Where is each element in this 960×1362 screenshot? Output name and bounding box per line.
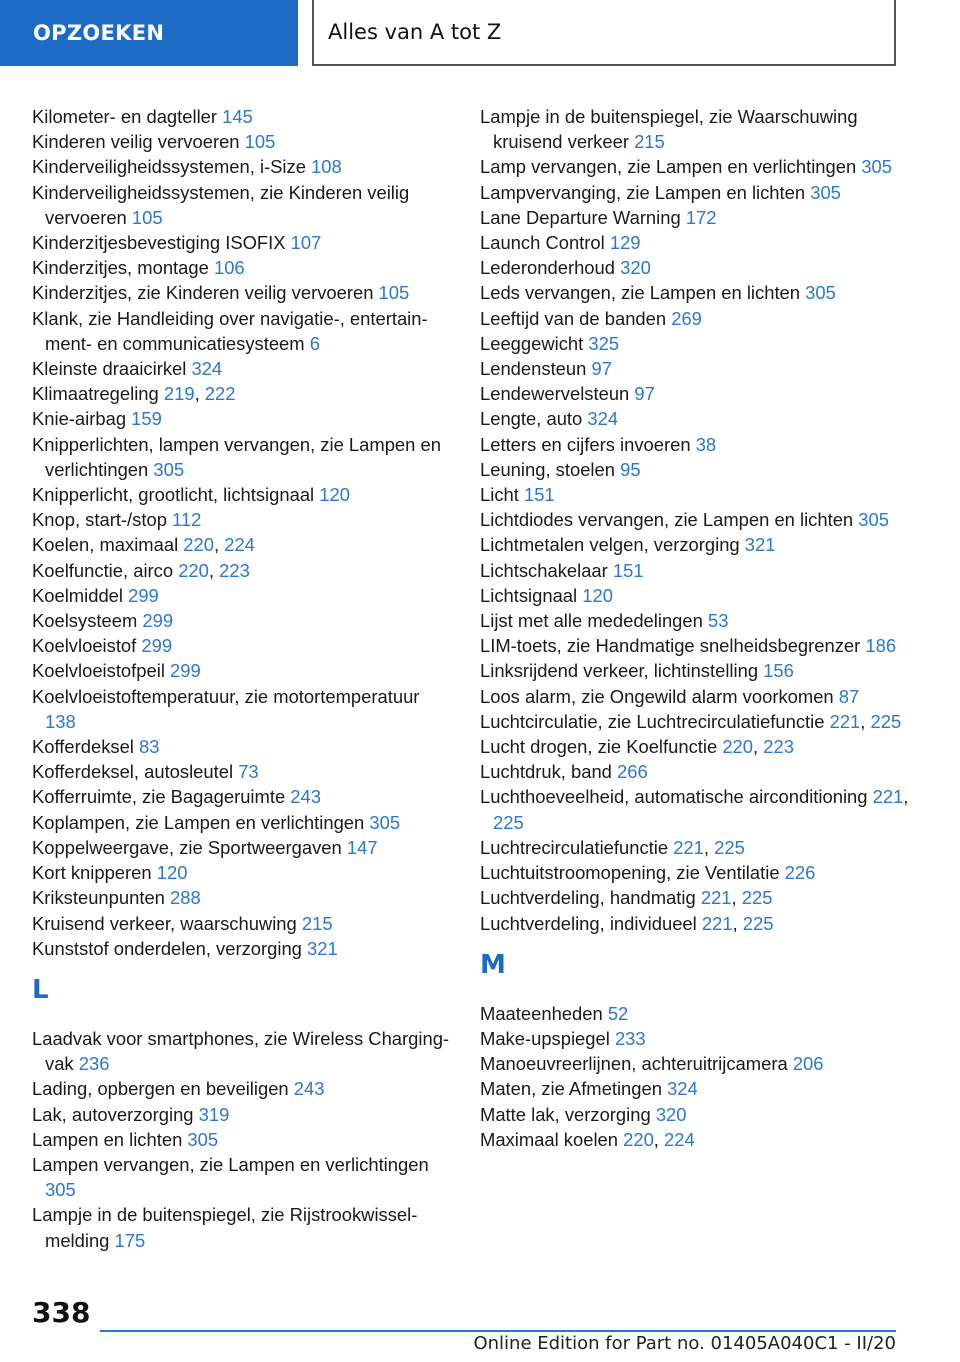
index-entry-term: Luchtrecirculatiefunctie bbox=[480, 836, 674, 858]
index-entry bbox=[32, 558, 452, 583]
page-link[interactable]: 215 bbox=[634, 131, 665, 153]
index-entry bbox=[480, 1001, 920, 1026]
index-entry-term: Lamp vervangen, zie Lampen en verlichtingen bbox=[480, 156, 862, 178]
index-entry bbox=[32, 381, 452, 406]
page-link[interactable]: 224 bbox=[224, 534, 255, 556]
index-entry bbox=[480, 381, 920, 406]
index-entry bbox=[480, 205, 920, 230]
index-entry-term: Klimaatregeling bbox=[32, 383, 164, 405]
page-link[interactable]: 159 bbox=[131, 408, 162, 430]
index-entry bbox=[32, 180, 452, 230]
index-entry bbox=[32, 482, 452, 507]
index-entry-term: Lichtmetalen velgen, verzorging bbox=[480, 534, 745, 556]
index-entry-term: Luchtverdeling, individueel bbox=[480, 912, 702, 934]
index-entry bbox=[480, 709, 920, 734]
index-entry-term: Launch Control bbox=[480, 232, 610, 254]
page-link[interactable]: 321 bbox=[307, 937, 338, 959]
index-entry-term: Leds vervangen, zie Lampen en lichten bbox=[480, 282, 806, 304]
page-link[interactable]: 224 bbox=[664, 1128, 695, 1150]
page-header bbox=[0, 0, 960, 68]
page-link[interactable]: 225 bbox=[870, 710, 902, 732]
page-ref-separator: , bbox=[213, 534, 225, 556]
page-ref-separator: , bbox=[860, 710, 871, 732]
page-link[interactable]: 52 bbox=[607, 1002, 629, 1024]
index-entry bbox=[32, 1026, 452, 1076]
index-entry bbox=[32, 104, 452, 129]
page-link[interactable]: 106 bbox=[213, 257, 245, 279]
index-entry bbox=[480, 507, 920, 532]
page-link[interactable]: 112 bbox=[172, 509, 202, 531]
index-entry-term: Matte lak, verzorging bbox=[480, 1103, 656, 1125]
index-entry bbox=[480, 860, 920, 885]
index-entry-term: Lijst met alle mededelingen bbox=[480, 610, 708, 632]
index-entry bbox=[32, 1202, 452, 1252]
index-entry-term: Kunststof onderdelen, verzorging bbox=[32, 937, 308, 959]
index-entry-term: Koppelweergave, zie Sportweergaven bbox=[32, 836, 347, 858]
page-ref-separator: , bbox=[208, 559, 220, 581]
index-entry-term: Koelfunctie, airco bbox=[32, 559, 179, 581]
section-tab[interactable]: OPZOEKEN bbox=[0, 0, 298, 66]
index-entry-term: Kofferruimte, zie Bagageruimte bbox=[32, 786, 291, 808]
page-link[interactable]: 175 bbox=[114, 1229, 146, 1251]
page-ref-separator: , bbox=[731, 887, 742, 909]
page-link[interactable]: 220 bbox=[183, 534, 214, 556]
index-entry bbox=[32, 658, 452, 683]
index-entry bbox=[32, 583, 452, 608]
index-entry-term: Lendensteun bbox=[480, 358, 592, 380]
index-entry bbox=[32, 784, 452, 809]
index-entry-term: Koelvloeistofpeil bbox=[32, 660, 171, 682]
page-link[interactable]: 320 bbox=[620, 257, 651, 279]
index-entry bbox=[480, 482, 920, 507]
index-entry-term: Kofferdeksel, autosleutel bbox=[32, 761, 239, 783]
page-link[interactable]: 320 bbox=[655, 1103, 687, 1125]
page-link[interactable]: 269 bbox=[671, 307, 702, 329]
page-link[interactable]: 220 bbox=[722, 736, 753, 758]
page-link[interactable]: 299 bbox=[128, 584, 159, 606]
page-link[interactable]: 206 bbox=[792, 1053, 824, 1075]
index-entry bbox=[32, 810, 452, 835]
page-ref-separator: , bbox=[753, 736, 764, 758]
page-link[interactable]: 222 bbox=[204, 383, 236, 405]
page-link[interactable]: 221 bbox=[673, 836, 704, 858]
index-entry-term: Lichtschakelaar bbox=[480, 559, 613, 581]
page-link[interactable]: 233 bbox=[614, 1027, 646, 1049]
index-entry bbox=[480, 658, 920, 683]
index-entry bbox=[480, 532, 920, 557]
page-link[interactable]: 305 bbox=[187, 1128, 219, 1150]
index-letter-heading: L bbox=[32, 974, 49, 1005]
index-entry-term: Letters en cijfers invoeren bbox=[480, 433, 696, 455]
page-link[interactable]: 305 bbox=[369, 811, 401, 833]
index-entry bbox=[32, 684, 452, 734]
page-link[interactable]: 324 bbox=[667, 1078, 698, 1100]
index-entry-term: Kruisend verkeer, waarschuwing bbox=[32, 912, 302, 934]
page-link[interactable]: 97 bbox=[634, 383, 655, 405]
index-entry bbox=[32, 633, 452, 658]
index-entry-term: Lampje in de buitenspiegel, zie Waarschuwing kruisend verkeer bbox=[480, 106, 858, 153]
page-link[interactable]: 120 bbox=[156, 862, 188, 884]
index-entry-term: Klank, zie Handleiding over navigatie-, entertainment- en communicatiesysteem bbox=[32, 307, 428, 354]
page-link[interactable]: 38 bbox=[695, 433, 717, 455]
index-entry bbox=[480, 457, 920, 482]
page-link[interactable]: 129 bbox=[609, 232, 641, 254]
page-link[interactable]: 105 bbox=[378, 282, 410, 304]
page-link[interactable]: 97 bbox=[591, 358, 612, 380]
page-link[interactable]: 219 bbox=[163, 383, 195, 405]
index-entry bbox=[480, 784, 920, 834]
index-entry-term: Kofferdeksel bbox=[32, 736, 140, 758]
index-entry bbox=[32, 230, 452, 255]
page-link[interactable]: 223 bbox=[219, 559, 250, 581]
index-entry bbox=[32, 734, 452, 759]
page-link[interactable]: 145 bbox=[222, 106, 253, 127]
page-link[interactable]: 305 bbox=[810, 181, 841, 203]
index-entry-term: Luchtuitstroomopening, zie Ventilatie bbox=[480, 862, 785, 884]
index-entry bbox=[480, 558, 920, 583]
index-entry-term: Kinderzitjesbevestiging ISOFIX bbox=[32, 232, 291, 254]
index-entry-term: Lampen vervangen, zie Lampen en verlichtingen bbox=[32, 1153, 429, 1175]
index-entry-term: Lane Departure Warning bbox=[480, 206, 686, 228]
page-link[interactable]: 105 bbox=[244, 131, 276, 153]
index-entry-term: Koplampen, zie Lampen en verlichtingen bbox=[32, 811, 370, 833]
index-column-right bbox=[480, 104, 920, 1152]
page-link[interactable]: 236 bbox=[78, 1053, 110, 1075]
index-entry bbox=[480, 583, 920, 608]
index-entry bbox=[480, 684, 920, 709]
page-link[interactable]: 299 bbox=[142, 610, 174, 632]
page-link[interactable]: 225 bbox=[742, 912, 774, 934]
index-entry-term: Knop, start-/stop bbox=[32, 509, 173, 531]
index-entry bbox=[480, 356, 920, 381]
footer-edition: Online Edition for Part no. 01405A040C1 - II/20 bbox=[473, 1333, 896, 1354]
page-link[interactable]: 220 bbox=[178, 559, 209, 581]
index-entry bbox=[480, 608, 920, 633]
index-entry-term: Leuning, stoelen bbox=[480, 458, 621, 480]
page-link[interactable]: 324 bbox=[191, 358, 223, 380]
index-entry bbox=[32, 1102, 452, 1127]
index-entry bbox=[32, 835, 452, 860]
page-link[interactable]: 221 bbox=[829, 710, 861, 732]
page-link[interactable]: 87 bbox=[838, 685, 860, 707]
index-entry-term: Lading, opbergen en beveiligen bbox=[32, 1078, 294, 1100]
page-link[interactable]: 226 bbox=[784, 862, 816, 884]
index-entry-term: Maximaal koelen bbox=[480, 1128, 624, 1150]
index-entry-term: Kinderen veilig vervoeren bbox=[32, 131, 245, 153]
index-entry bbox=[480, 1026, 920, 1051]
index-entry-term: Maateenheden bbox=[480, 1002, 608, 1024]
page-link[interactable]: 138 bbox=[45, 710, 76, 732]
page-link[interactable]: 305 bbox=[858, 509, 889, 531]
index-entry-term: Luchtcirculatie, zie Luchtrecirculatiefunctie bbox=[480, 710, 830, 732]
index-entry bbox=[480, 1127, 920, 1152]
index-entry bbox=[32, 759, 452, 784]
index-entry bbox=[480, 1051, 920, 1076]
index-entry-term: Lampvervanging, zie Lampen en lichten bbox=[480, 181, 811, 203]
index-entry bbox=[32, 608, 452, 633]
index-entry bbox=[32, 280, 452, 305]
index-entry-term: Leeftijd van de banden bbox=[480, 307, 672, 329]
page-link[interactable]: 319 bbox=[198, 1103, 230, 1125]
index-entry-term: Manoeuvreerlijnen, achteruitrijcamera bbox=[480, 1053, 793, 1075]
page-link[interactable]: 299 bbox=[141, 635, 173, 657]
index-entry bbox=[32, 154, 452, 179]
index-entry bbox=[32, 1152, 452, 1202]
index-entry bbox=[480, 255, 920, 280]
page-link[interactable]: 221 bbox=[872, 786, 904, 808]
page-link[interactable]: 321 bbox=[744, 534, 776, 556]
index-entry bbox=[32, 936, 452, 961]
index-entry bbox=[480, 885, 920, 910]
index-entry bbox=[480, 633, 920, 658]
index-entry bbox=[480, 835, 920, 860]
index-entry-term: Kilometer- en dagteller bbox=[32, 106, 223, 127]
page-link[interactable]: 225 bbox=[714, 836, 745, 858]
index-entry bbox=[480, 230, 920, 255]
page-link[interactable]: 305 bbox=[805, 282, 836, 304]
index-entry-term: Kort knipperen bbox=[32, 862, 157, 884]
index-entry-term: Maten, zie Afmetingen bbox=[480, 1078, 668, 1100]
page-link[interactable]: 6 bbox=[309, 332, 320, 354]
page-link[interactable]: 220 bbox=[623, 1128, 654, 1150]
page-link[interactable]: 53 bbox=[707, 610, 729, 632]
index-entry-term: Kinderzitjes, zie Kinderen veilig vervoeren bbox=[32, 282, 379, 304]
section-title: Alles van A tot Z bbox=[312, 0, 896, 66]
index-entry-term: Laadvak voor smartphones, zie Wireless Charging-vak bbox=[32, 1027, 450, 1075]
page-link[interactable]: 107 bbox=[290, 232, 322, 254]
index-entry bbox=[32, 1127, 452, 1152]
index-entry bbox=[32, 306, 452, 356]
index-entry bbox=[32, 406, 452, 431]
index-entry-term: Lak, autoverzorging bbox=[32, 1103, 199, 1125]
page-link[interactable]: 221 bbox=[700, 887, 732, 909]
index-entry bbox=[480, 1076, 920, 1101]
index-entry-term: Lengte, auto bbox=[480, 408, 588, 430]
index-entry-term: Linksrijdend verkeer, lichtinstelling bbox=[480, 660, 764, 682]
page-link[interactable]: 299 bbox=[170, 660, 201, 682]
index-entry-term: Knipperlichten, lampen vervangen, zie Lampen en verlichtingen bbox=[32, 433, 441, 480]
index-entry bbox=[32, 432, 452, 482]
page-link[interactable]: 186 bbox=[865, 635, 897, 657]
index-entry-term: Kinderveiligheidssystemen, zie Kinderen veilig vervoeren bbox=[32, 181, 410, 228]
page-link[interactable]: 305 bbox=[153, 458, 185, 480]
page-link[interactable]: 225 bbox=[741, 887, 773, 909]
index-entry bbox=[480, 104, 920, 154]
page-link[interactable]: 151 bbox=[523, 484, 555, 506]
index-entry-term: Lampje in de buitenspiegel, zie Rijstrookwisselmelding bbox=[32, 1204, 418, 1251]
index-entry-term: Lederonderhoud bbox=[480, 257, 621, 279]
page-ref-separator: , bbox=[194, 383, 205, 405]
index-entry bbox=[32, 356, 452, 381]
page-link[interactable]: 215 bbox=[301, 912, 333, 934]
page-link[interactable]: 305 bbox=[861, 156, 893, 178]
page-link[interactable]: 225 bbox=[493, 811, 524, 833]
footer-divider bbox=[100, 1330, 896, 1332]
page-link[interactable]: 324 bbox=[587, 408, 619, 430]
index-entry bbox=[480, 280, 920, 305]
index-column-left bbox=[32, 104, 452, 1253]
index-entry-term: Kinderzitjes, montage bbox=[32, 257, 214, 279]
index-entry-term: Lendewervelsteun bbox=[480, 383, 635, 405]
index-entry-term: Knie-airbag bbox=[32, 408, 132, 430]
page-link[interactable]: 172 bbox=[685, 206, 717, 228]
index-entry-term: Licht bbox=[480, 484, 524, 506]
index-entry-term: Koelsysteem bbox=[32, 610, 143, 632]
index-entry-term: Lichtsignaal bbox=[480, 584, 583, 606]
index-entry-term: Make-upspiegel bbox=[480, 1027, 615, 1049]
index-letter-heading: M bbox=[480, 949, 506, 980]
index-entry bbox=[480, 759, 920, 784]
index-entry-term: Koelmiddel bbox=[32, 584, 129, 606]
page-ref-separator: , bbox=[703, 836, 715, 858]
index-entry bbox=[32, 885, 452, 910]
page-link[interactable]: 243 bbox=[290, 786, 321, 808]
index-entry bbox=[480, 406, 920, 431]
index-entry-term: Knipperlicht, grootlicht, lichtsignaal bbox=[32, 484, 320, 506]
index-entry-term: LIM-toets, zie Handmatige snelheidsbegrenzer bbox=[480, 635, 866, 657]
index-entry bbox=[480, 911, 920, 936]
index-entry bbox=[480, 1102, 920, 1127]
index-entry-term: Lampen en lichten bbox=[32, 1128, 188, 1150]
page-link[interactable]: 305 bbox=[45, 1179, 76, 1201]
page-link[interactable]: 221 bbox=[701, 912, 733, 934]
page-link[interactable]: 151 bbox=[612, 559, 644, 581]
page-ref-separator: , bbox=[653, 1128, 665, 1150]
index-entry bbox=[480, 154, 920, 179]
page-link[interactable]: 243 bbox=[293, 1078, 325, 1100]
page-number: 338 bbox=[32, 1296, 91, 1329]
index-entry bbox=[32, 532, 452, 557]
page-ref-separator: , bbox=[732, 912, 743, 934]
index-entry-term: Kleinste draaicirkel bbox=[32, 358, 192, 380]
index-entry-term: Lichtdiodes vervangen, zie Lampen en lichten bbox=[480, 509, 859, 531]
index-entry bbox=[32, 860, 452, 885]
page-link[interactable]: 288 bbox=[170, 887, 201, 909]
page-link[interactable]: 147 bbox=[346, 836, 378, 858]
page-link[interactable]: 120 bbox=[582, 584, 613, 606]
page-link[interactable]: 73 bbox=[238, 761, 259, 783]
index-entry bbox=[480, 432, 920, 457]
index-entry-term: Koelen, maximaal bbox=[32, 534, 184, 556]
index-entry bbox=[32, 129, 452, 154]
page-link[interactable]: 120 bbox=[319, 484, 350, 506]
page-link[interactable]: 108 bbox=[311, 156, 342, 178]
index-entry-term: Lucht drogen, zie Koelfunctie bbox=[480, 736, 723, 758]
page-link[interactable]: 325 bbox=[588, 332, 620, 354]
index-entry-term: Leeggewicht bbox=[480, 332, 589, 354]
page-link[interactable]: 83 bbox=[139, 736, 160, 758]
index-entry-term: Loos alarm, zie Ongewild alarm voorkomen bbox=[480, 685, 839, 707]
index-entry bbox=[480, 734, 920, 759]
index-entry-term: Luchtdruk, band bbox=[480, 761, 618, 783]
index-entry bbox=[480, 180, 920, 205]
index-entry-term: Kriksteunpunten bbox=[32, 887, 171, 909]
page-link[interactable]: 266 bbox=[617, 761, 648, 783]
index-entry-term: Luchthoeveelheid, automatische airconditioning bbox=[480, 786, 873, 808]
index-entry-term: Luchtverdeling, handmatig bbox=[480, 887, 701, 909]
index-entry bbox=[32, 507, 452, 532]
index-entry bbox=[32, 1076, 452, 1101]
index-entry bbox=[480, 331, 920, 356]
index-entry-term: Koelvloeistoftemperatuur, zie motortemperatuur bbox=[32, 685, 420, 707]
index-entry-term: Koelvloeistof bbox=[32, 635, 142, 657]
index-entry-term: Kinderveiligheidssystemen, i-Size bbox=[32, 156, 312, 178]
page-ref-separator: , bbox=[903, 786, 909, 808]
page-link[interactable]: 156 bbox=[763, 660, 794, 682]
index-entry bbox=[32, 911, 452, 936]
index-entry bbox=[32, 255, 452, 280]
page-link[interactable]: 105 bbox=[131, 206, 163, 228]
index-entry bbox=[480, 306, 920, 331]
page-link[interactable]: 95 bbox=[620, 458, 641, 480]
page-link[interactable]: 223 bbox=[763, 736, 794, 758]
